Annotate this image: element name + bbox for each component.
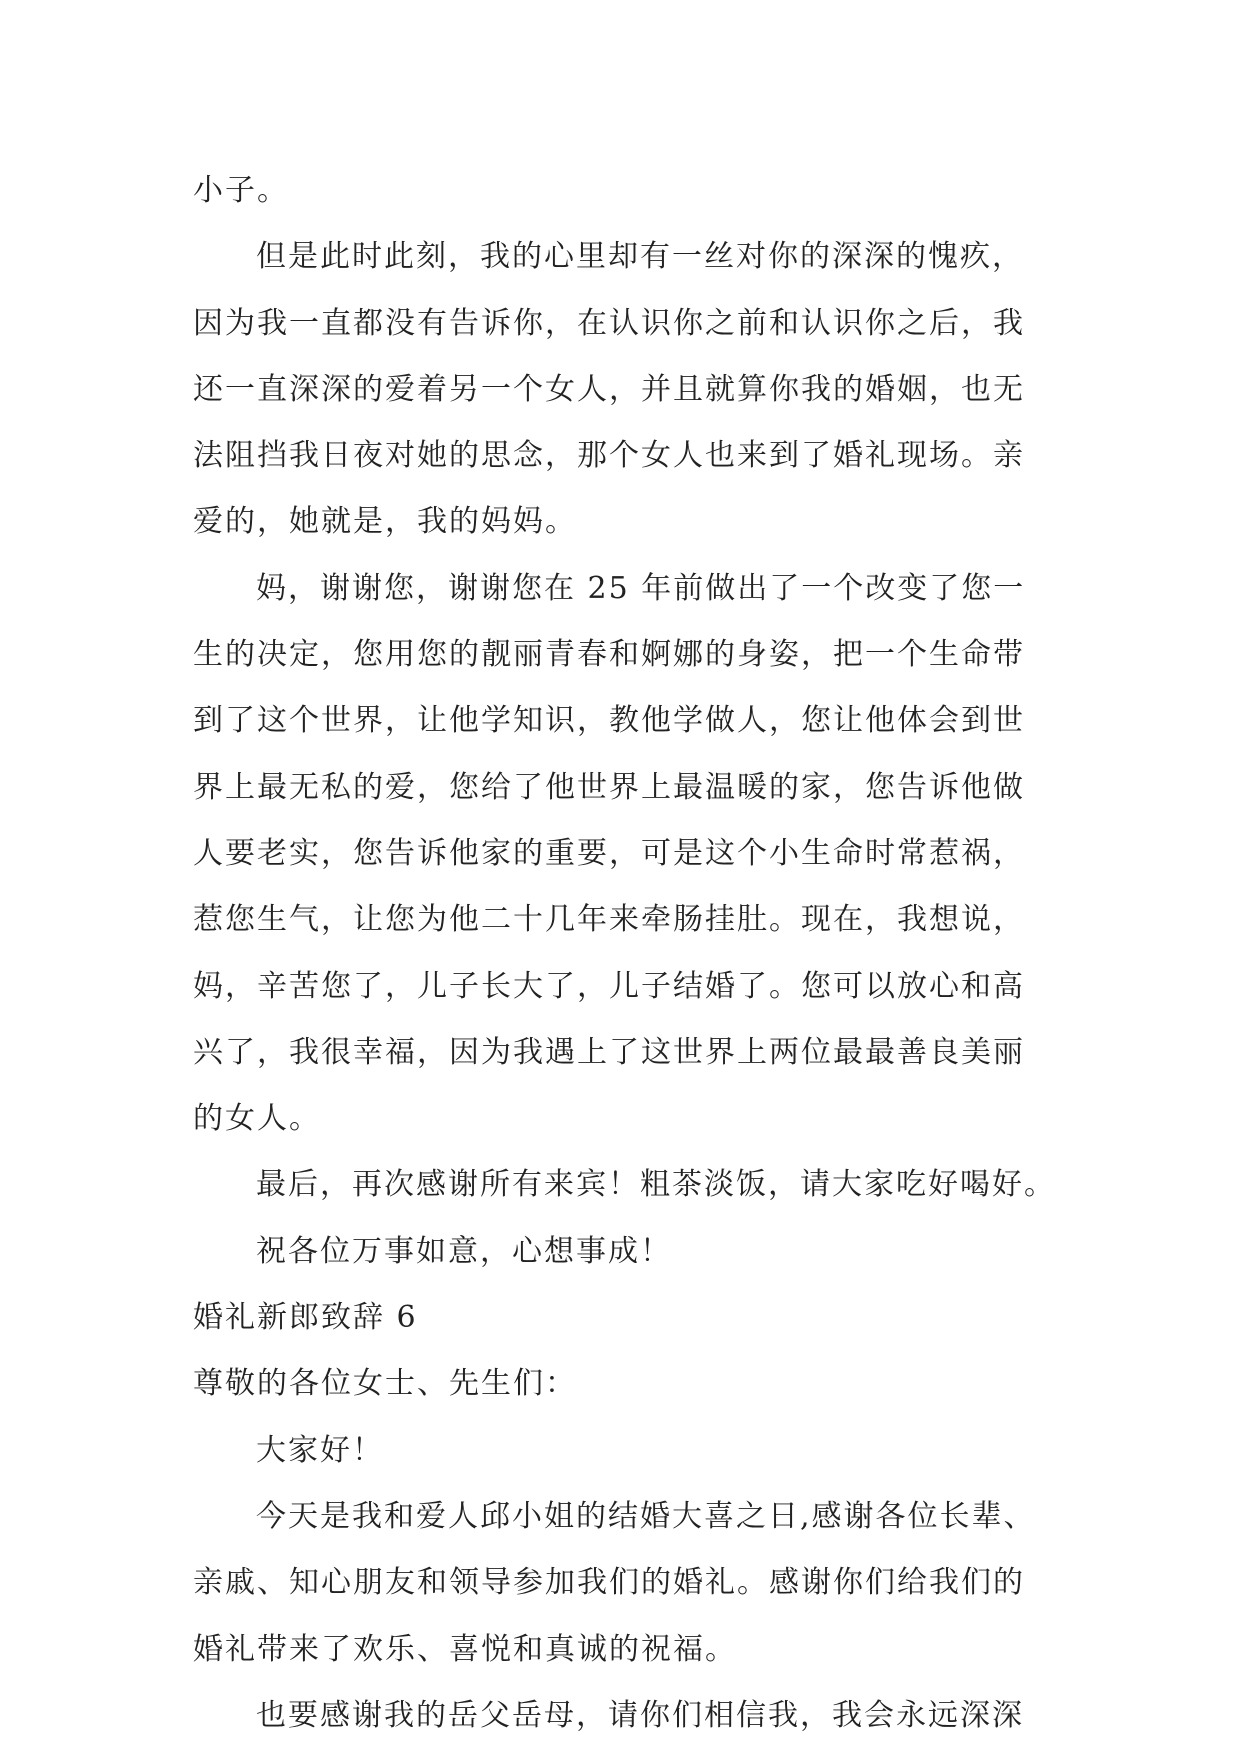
text-line: 法阻挡我日夜对她的思念，那个女人也来到了婚礼现场。亲 [193,438,1025,474]
document-body [193,158,1063,1749]
greeting-line: 大家好！ [256,1432,384,1468]
paragraph-start-line: 妈，谢谢您，谢谢您在 25 年前做出了一个改变了您一 [256,570,1026,606]
text-line: 人要老实，您告诉他家的重要，可是这个小生命时常惹祸， [193,835,1025,871]
text-line: 妈，辛苦您了，儿子长大了，儿子结婚了。您可以放心和高 [193,968,1025,1004]
text-line: 到了这个世界，让他学知识，教他学做人，您让他体会到世 [193,703,1025,739]
text-line: 爱的，她就是，我的妈妈。 [193,504,577,540]
salutation-line: 尊敬的各位女士、先生们： [193,1366,577,1402]
text-line: 婚礼带来了欢乐、喜悦和真诚的祝福。 [193,1631,737,1667]
text-line: 亲戚、知心朋友和领导参加我们的婚礼。感谢你们给我们的 [193,1565,1025,1601]
paragraph-start-line: 今天是我和爱人邱小姐的结婚大喜之日,感谢各位长辈、 [256,1498,1036,1534]
paragraph-start-line: 最后，再次感谢所有来宾！粗茶淡饭，请大家吃好喝好。 [256,1167,1056,1203]
text-line: 生的决定，您用您的靓丽青春和婀娜的身姿，把一个生命带 [193,637,1025,673]
text-line: 因为我一直都没有告诉你，在认识你之前和认识你之后，我 [193,305,1025,341]
paragraph-start-line: 也要感谢我的岳父岳母，请你们相信我，我会永远深深 [256,1697,1024,1733]
paragraph-start-line: 祝各位万事如意，心想事成！ [256,1233,672,1269]
text-line: 小子。 [193,173,289,208]
text-line: 惹您生气，让您为他二十几年来牵肠挂肚。现在，我想说， [193,902,1025,938]
section-heading: 婚礼新郎致辞 6 [193,1300,418,1336]
paragraph-start-line: 但是此时此刻，我的心里却有一丝对你的深深的愧疚， [256,239,1024,275]
text-line: 界上最无私的爱，您给了他世界上最温暖的家，您告诉他做 [193,769,1025,805]
text-line: 还一直深深的爱着另一个女人，并且就算你我的婚姻，也无 [193,371,1025,407]
text-line: 的女人。 [193,1101,321,1137]
text-line: 兴了，我很幸福，因为我遇上了这世界上两位最最善良美丽 [193,1034,1025,1070]
